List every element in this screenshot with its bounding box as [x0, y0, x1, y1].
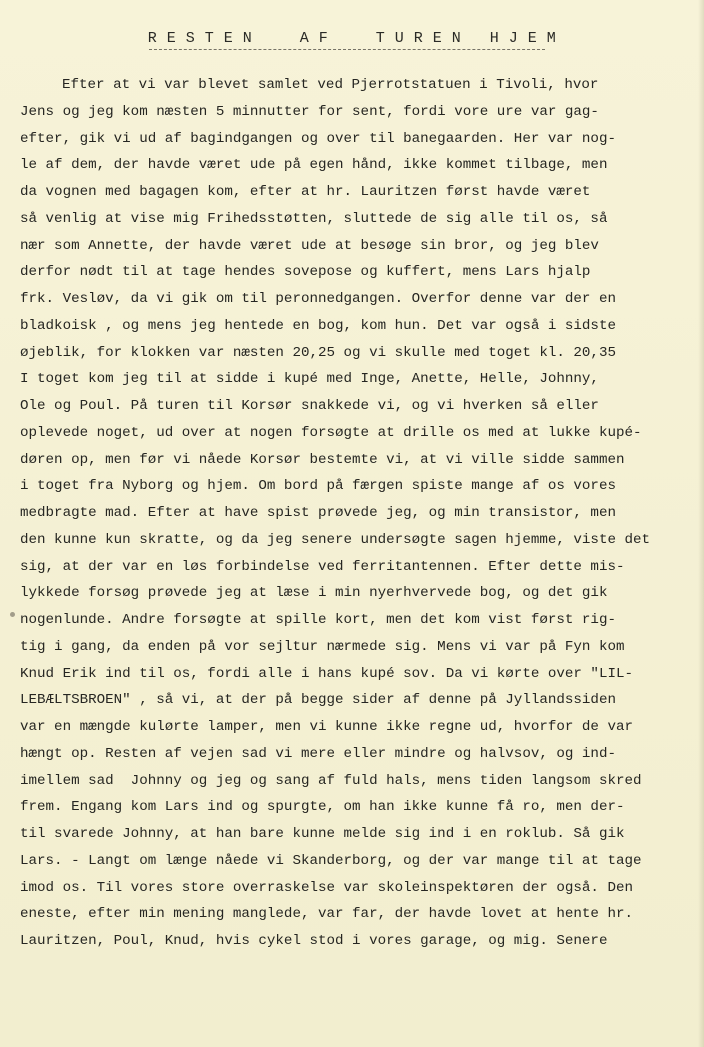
text-line: nær som Annette, der havde været ude at besøge sin bror, og jeg blev — [20, 237, 599, 254]
text-line: frem. Engang kom Lars ind og spurgte, om han ikke kunne få ro, men der- — [20, 799, 625, 816]
text-line: Lauritzen, Poul, Knud, hvis cykel stod i vores garage, og mig. Senere — [20, 933, 608, 949]
text-line: imellem sad Johnny og jeg og sang af fuld hals, mens tiden langsom skred — [20, 772, 642, 789]
text-line: bladkoisk , og mens jeg hentede en bog, kom hun. Det var også i sidste — [20, 317, 616, 334]
text-line: Lars. - Langt om længe nåede vi Skanderborg, og der var mange til at tage — [20, 852, 642, 869]
text-line: LEBÆLTSBROEN" , så vi, at der på begge sider af denne på Jyllandssiden — [20, 692, 616, 709]
text-line: lykkede forsøg prøvede jeg at læse i min nyerhvervede bog, og det gik — [20, 585, 608, 602]
text-line: oplevede noget, ud over at nogen forsøgte at drille os med at lukke kupé- — [20, 424, 642, 441]
text-line: i toget fra Nyborg og hjem. Om bord på færgen spiste mange af os vores — [20, 478, 616, 495]
text-line: da vognen med bagagen kom, efter at hr. Lauritzen først havde været — [20, 184, 591, 200]
text-line: I toget kom jeg til at sidde i kupé med Inge, Anette, Helle, Johnny, — [20, 371, 599, 388]
text-line: så venlig at vise mig Frihedsstøtten, sluttede de sig alle til os, så — [20, 210, 608, 227]
title-underline — [149, 49, 545, 50]
text-line: derfor nødt til at tage hendes sovepose og kuffert, mens Lars hjalp — [20, 264, 591, 281]
text-line: var en mængde kulørte lamper, men vi kunne ikke regne ud, hvorfor de var — [20, 719, 633, 735]
page-title: R E S T E N A F T U R E N H J E M — [147, 30, 557, 47]
text-line: til svarede Johnny, at han bare kunne melde sig ind i en roklub. Så gik — [20, 826, 625, 842]
text-line: medbragte mad. Efter at have spist prøvede jeg, og min transistor, men — [20, 505, 616, 521]
text-line: hængt op. Resten af vejen sad vi mere eller mindre og halvsov, og ind- — [20, 745, 616, 762]
text-line: den kunne kun skratte, og da jeg senere undersøgte sagen hjemme, viste det — [20, 531, 651, 548]
text-line: eneste, efter min mening manglede, var far, der havde lovet at hente hr. — [20, 906, 633, 923]
text-line: le af dem, der havde været ude på egen hånd, ikke kommet tilbage, men — [20, 157, 608, 174]
text-line: nogenlunde. Andre forsøgte at spille kort, men det kom vist først rig- — [20, 612, 616, 628]
text-line: sig, at der var en løs forbindelse ved ferritantennen. Efter dette mis- — [20, 558, 625, 575]
text-line: Knud Erik ind til os, fordi alle i hans kupé sov. Da vi kørte over "LIL- — [20, 665, 633, 682]
text-line: døren op, men før vi nåede Korsør bestemte vi, at vi ville sidde sammen — [20, 451, 625, 468]
text-line: Jens og jeg kom næsten 5 minnutter for sent, fordi vore ure var gag- — [20, 103, 599, 120]
text-line: øjeblik, for klokken var næsten 20,25 og vi skulle med toget kl. 20,35 — [20, 344, 616, 361]
body-text — [0, 72, 704, 955]
text-line: efter, gik vi ud af bagindgangen og over til banegaarden. Her var nog- — [20, 130, 616, 147]
text-line: imod os. Til vores store overraskelse var skoleinspektøren der også. Den — [20, 879, 633, 896]
text-line: Efter at vi var blevet samlet ved Pjerrotstatuen i Tivoli, hvor — [62, 77, 599, 93]
text-line: Ole og Poul. På turen til Korsør snakkede vi, og vi hverken så eller — [20, 398, 599, 414]
text-line: frk. Vesløv, da vi gik om til peronnedgangen. Overfor denne var der en — [20, 291, 616, 307]
text-line: tig i gang, da enden på vor sejltur nærmede sig. Mens vi var på Fyn kom — [20, 638, 625, 655]
